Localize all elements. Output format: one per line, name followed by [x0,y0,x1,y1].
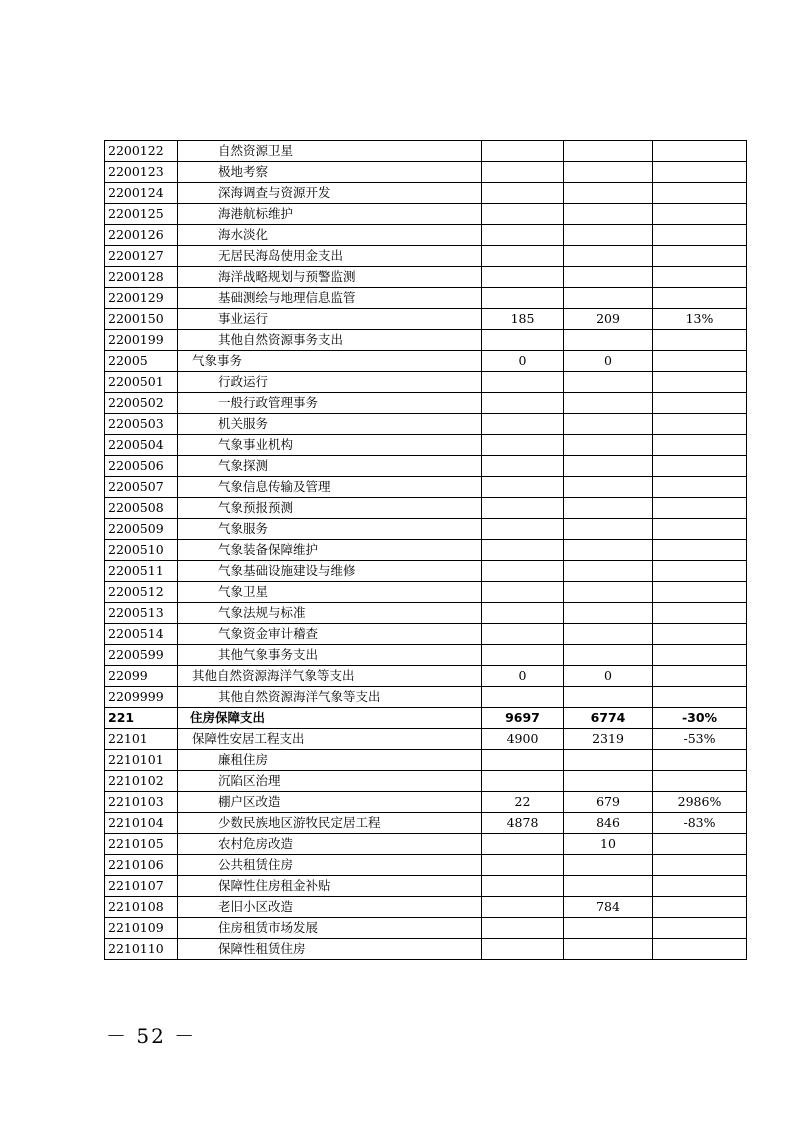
row-code-cell: 2200507 [105,477,178,498]
row-value-1-cell [482,750,564,771]
row-value-2-cell [564,624,653,645]
row-change-pct-cell [653,456,747,477]
row-value-2-cell [564,939,653,960]
row-change-pct-cell: -53% [653,729,747,750]
row-name-cell: 气象法规与标准 [178,603,482,624]
row-change-pct-cell [653,582,747,603]
row-value-1-cell [482,183,564,204]
table-row [105,141,747,162]
page-number: － 52 － [106,1024,197,1048]
row-change-pct-cell [653,162,747,183]
table-row [105,309,747,330]
table-row [105,519,747,540]
row-change-pct-cell [653,141,747,162]
row-code-cell: 2200199 [105,330,178,351]
row-value-1-cell [482,540,564,561]
row-change-pct-cell [653,183,747,204]
row-code-cell: 2200126 [105,225,178,246]
row-name-cell: 保障性住房租金补贴 [178,876,482,897]
row-code-cell: 2200124 [105,183,178,204]
row-code-cell: 2200514 [105,624,178,645]
row-value-2-cell: 679 [564,792,653,813]
row-value-1-cell [482,498,564,519]
row-name-cell: 保障性租赁住房 [178,939,482,960]
row-name-cell: 机关服务 [178,414,482,435]
row-change-pct-cell [653,393,747,414]
row-value-1-cell [482,372,564,393]
table-row [105,708,747,729]
row-value-2-cell: 2319 [564,729,653,750]
row-change-pct-cell [653,351,747,372]
row-name-cell: 其他自然资源海洋气象等支出 [178,666,482,687]
row-name-cell: 住房租赁市场发展 [178,918,482,939]
row-name-cell: 公共租赁住房 [178,855,482,876]
row-value-2-cell [564,876,653,897]
row-name-cell: 深海调查与资源开发 [178,183,482,204]
table-row [105,372,747,393]
row-value-1-cell: 9697 [482,708,564,729]
row-value-2-cell [564,267,653,288]
row-value-2-cell [564,246,653,267]
row-name-cell: 无居民海岛使用金支出 [178,246,482,267]
row-value-1-cell [482,771,564,792]
row-value-2-cell [564,855,653,876]
row-value-2-cell [564,204,653,225]
row-change-pct-cell [653,204,747,225]
row-name-cell: 行政运行 [178,372,482,393]
row-value-2-cell [564,603,653,624]
table-row [105,435,747,456]
row-name-cell: 老旧小区改造 [178,897,482,918]
row-code-cell: 2210103 [105,792,178,813]
table-row [105,393,747,414]
row-code-cell: 2200502 [105,393,178,414]
table-row [105,624,747,645]
row-code-cell: 2200512 [105,582,178,603]
row-value-2-cell [564,288,653,309]
table-row [105,603,747,624]
row-value-1-cell: 22 [482,792,564,813]
row-change-pct-cell [653,834,747,855]
row-change-pct-cell [653,414,747,435]
row-name-cell: 气象信息传输及管理 [178,477,482,498]
row-name-cell: 气象预报预测 [178,498,482,519]
table-row [105,855,747,876]
row-value-2-cell [564,582,653,603]
row-value-1-cell [482,561,564,582]
row-change-pct-cell [653,876,747,897]
row-value-2-cell [564,645,653,666]
row-value-1-cell [482,855,564,876]
row-value-1-cell [482,393,564,414]
row-change-pct-cell [653,750,747,771]
row-value-1-cell: 4878 [482,813,564,834]
row-code-cell: 2200125 [105,204,178,225]
row-change-pct-cell [653,372,747,393]
row-name-cell: 自然资源卫星 [178,141,482,162]
row-value-1-cell [482,687,564,708]
row-code-cell: 221 [105,708,178,729]
row-change-pct-cell: 13% [653,309,747,330]
row-change-pct-cell: -83% [653,813,747,834]
row-value-1-cell: 185 [482,309,564,330]
row-code-cell: 2209999 [105,687,178,708]
table-row [105,477,747,498]
row-value-1-cell: 4900 [482,729,564,750]
budget-table-body [105,141,747,960]
row-name-cell: 保障性安居工程支出 [178,729,482,750]
row-code-cell: 2200509 [105,519,178,540]
row-code-cell: 2200508 [105,498,178,519]
row-value-1-cell [482,162,564,183]
row-code-cell: 2200510 [105,540,178,561]
row-name-cell: 气象探测 [178,456,482,477]
row-value-1-cell [482,141,564,162]
row-value-1-cell [482,918,564,939]
row-value-1-cell [482,246,564,267]
row-change-pct-cell [653,288,747,309]
row-value-2-cell [564,435,653,456]
row-name-cell: 气象卫星 [178,582,482,603]
row-change-pct-cell [653,855,747,876]
table-row [105,456,747,477]
row-code-cell: 2200504 [105,435,178,456]
row-change-pct-cell [653,225,747,246]
row-change-pct-cell [653,897,747,918]
table-row [105,162,747,183]
row-value-2-cell: 0 [564,351,653,372]
row-name-cell: 气象事业机构 [178,435,482,456]
row-name-cell: 海港航标维护 [178,204,482,225]
row-code-cell: 2210110 [105,939,178,960]
table-row [105,582,747,603]
table-row [105,498,747,519]
row-value-2-cell [564,225,653,246]
table-row [105,204,747,225]
budget-table [104,140,747,960]
table-row [105,666,747,687]
row-name-cell: 基础测绘与地理信息监管 [178,288,482,309]
row-name-cell: 海水淡化 [178,225,482,246]
row-name-cell: 其他自然资源海洋气象等支出 [178,687,482,708]
table-row [105,267,747,288]
row-value-2-cell [564,372,653,393]
row-value-1-cell [482,582,564,603]
row-value-1-cell [482,897,564,918]
table-row [105,540,747,561]
row-value-1-cell [482,477,564,498]
row-value-2-cell [564,561,653,582]
row-code-cell: 2210101 [105,750,178,771]
row-change-pct-cell [653,477,747,498]
row-value-2-cell: 0 [564,666,653,687]
table-row [105,330,747,351]
row-change-pct-cell [653,666,747,687]
row-change-pct-cell: -30% [653,708,747,729]
row-change-pct-cell [653,498,747,519]
row-code-cell: 22005 [105,351,178,372]
row-value-2-cell [564,330,653,351]
row-change-pct-cell [653,435,747,456]
row-value-1-cell [482,456,564,477]
row-code-cell: 2200599 [105,645,178,666]
row-value-1-cell [482,204,564,225]
row-value-2-cell [564,162,653,183]
table-row [105,351,747,372]
row-value-2-cell: 846 [564,813,653,834]
row-value-1-cell [482,414,564,435]
row-change-pct-cell [653,771,747,792]
row-value-1-cell [482,330,564,351]
row-value-2-cell [564,141,653,162]
table-row [105,876,747,897]
table-row [105,918,747,939]
row-value-2-cell: 6774 [564,708,653,729]
row-code-cell: 2210105 [105,834,178,855]
row-value-2-cell [564,540,653,561]
table-row [105,183,747,204]
row-change-pct-cell [653,519,747,540]
row-name-cell: 其他气象事务支出 [178,645,482,666]
row-name-cell: 廉租住房 [178,750,482,771]
row-value-1-cell [482,624,564,645]
row-value-2-cell [564,183,653,204]
row-value-1-cell [482,876,564,897]
table-row [105,813,747,834]
row-code-cell: 2200128 [105,267,178,288]
row-value-1-cell: 0 [482,666,564,687]
row-change-pct-cell [653,330,747,351]
row-code-cell: 2210109 [105,918,178,939]
row-code-cell: 2200511 [105,561,178,582]
table-row [105,939,747,960]
table-row [105,834,747,855]
row-value-1-cell [482,435,564,456]
row-name-cell: 农村危房改造 [178,834,482,855]
row-value-2-cell [564,519,653,540]
table-row [105,792,747,813]
table-row [105,729,747,750]
row-value-2-cell [564,771,653,792]
row-value-2-cell: 10 [564,834,653,855]
table-row [105,897,747,918]
row-code-cell: 2200129 [105,288,178,309]
row-value-1-cell [482,519,564,540]
row-value-2-cell [564,918,653,939]
row-code-cell: 2210104 [105,813,178,834]
row-name-cell: 气象基础设施建设与维修 [178,561,482,582]
table-row [105,687,747,708]
row-name-cell: 事业运行 [178,309,482,330]
row-code-cell: 2210107 [105,876,178,897]
row-value-2-cell: 209 [564,309,653,330]
row-value-1-cell [482,834,564,855]
row-code-cell: 22099 [105,666,178,687]
table-row [105,246,747,267]
row-code-cell: 2200513 [105,603,178,624]
row-code-cell: 2200127 [105,246,178,267]
row-change-pct-cell [653,267,747,288]
row-code-cell: 2200501 [105,372,178,393]
row-name-cell: 极地考察 [178,162,482,183]
row-code-cell: 2200503 [105,414,178,435]
row-change-pct-cell [653,540,747,561]
row-value-1-cell [482,645,564,666]
table-row [105,225,747,246]
row-value-2-cell [564,750,653,771]
row-change-pct-cell [653,246,747,267]
row-value-2-cell [564,414,653,435]
row-code-cell: 22101 [105,729,178,750]
row-code-cell: 2200122 [105,141,178,162]
row-code-cell: 2200123 [105,162,178,183]
row-name-cell: 其他自然资源事务支出 [178,330,482,351]
row-value-1-cell [482,288,564,309]
row-change-pct-cell [653,624,747,645]
row-name-cell: 气象服务 [178,519,482,540]
row-change-pct-cell [653,561,747,582]
row-value-1-cell: 0 [482,351,564,372]
row-name-cell: 气象事务 [178,351,482,372]
table-row [105,750,747,771]
row-name-cell: 气象装备保障维护 [178,540,482,561]
row-name-cell: 少数民族地区游牧民定居工程 [178,813,482,834]
row-code-cell: 2210102 [105,771,178,792]
row-value-1-cell [482,603,564,624]
row-change-pct-cell [653,918,747,939]
row-name-cell: 棚户区改造 [178,792,482,813]
row-code-cell: 2200150 [105,309,178,330]
row-code-cell: 2210108 [105,897,178,918]
row-value-2-cell [564,687,653,708]
row-value-2-cell [564,498,653,519]
row-name-cell: 一般行政管理事务 [178,393,482,414]
row-change-pct-cell [653,687,747,708]
row-name-cell: 海洋战略规划与预警监测 [178,267,482,288]
row-value-2-cell [564,456,653,477]
row-name-cell: 气象资金审计稽查 [178,624,482,645]
row-value-2-cell [564,393,653,414]
table-row [105,645,747,666]
row-code-cell: 2210106 [105,855,178,876]
table-row [105,288,747,309]
row-change-pct-cell [653,603,747,624]
row-name-cell: 沉陷区治理 [178,771,482,792]
table-row [105,771,747,792]
row-value-1-cell [482,225,564,246]
row-code-cell: 2200506 [105,456,178,477]
row-value-2-cell [564,477,653,498]
row-value-1-cell [482,939,564,960]
row-change-pct-cell [653,939,747,960]
row-name-cell: 住房保障支出 [178,708,482,729]
table-row [105,561,747,582]
row-value-2-cell: 784 [564,897,653,918]
row-change-pct-cell [653,645,747,666]
row-value-1-cell [482,267,564,288]
table-row [105,414,747,435]
row-change-pct-cell: 2986% [653,792,747,813]
